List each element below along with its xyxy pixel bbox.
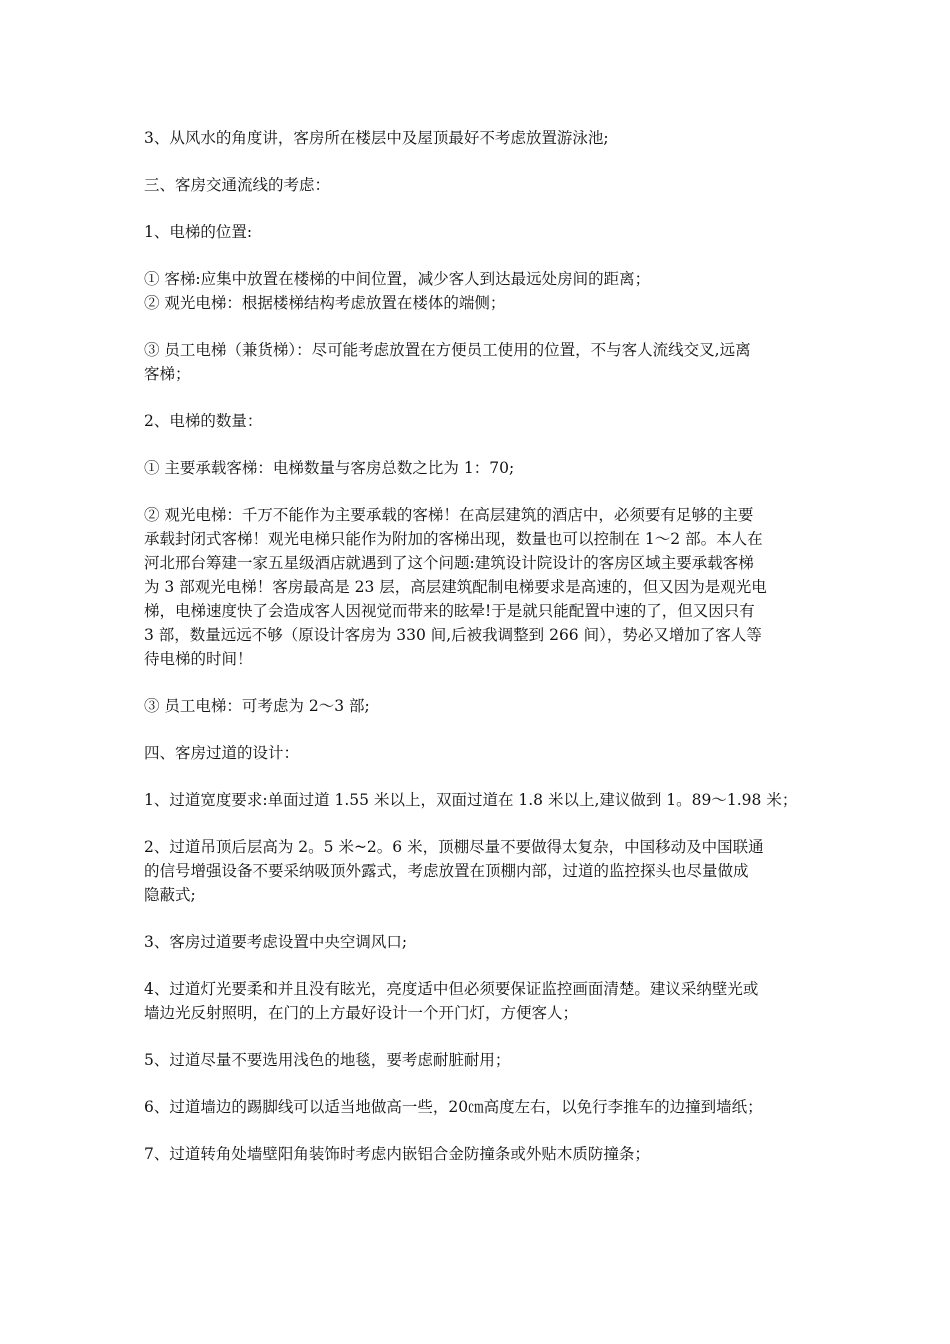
paragraph [144, 503, 809, 671]
text-line: ① 客梯:应集中放置在楼梯的中间位置，减少客人到达最远处房间的距离； [144, 270, 651, 288]
paragraph [144, 977, 809, 1025]
text-line: ③ 员工电梯（兼货梯）：尽可能考虑放置在方便员工使用的位置，不与客人流线交叉,远离 [144, 341, 751, 359]
paragraph [144, 220, 809, 244]
paragraph [144, 409, 809, 433]
text-line: 3、客房过道要考虑设置中央空调风口; [144, 933, 408, 951]
text-line: 1、过道宽度要求:单面过道 1.55 米以上，双面过道在 1.8 米以上,建议做到 1。89～1.98 米； [144, 791, 798, 809]
text-line: 隐蔽式; [144, 886, 196, 904]
text-line: 河北邢台筹建一家五星级酒店就遇到了这个问题:建筑设计院设计的客房区域主要承载客梯 [144, 554, 754, 572]
text-line: 的信号增强设备不要采纳吸顶外露式，考虑放置在顶棚内部，过道的监控探头也尽量做成 [144, 862, 749, 880]
text-line: 梯，电梯速度快了会造成客人因视觉而带来的眩晕!于是就只能配置中速的了，但又因只有 [144, 602, 755, 620]
paragraph [144, 456, 809, 480]
text-line: 待电梯的时间！ [144, 650, 253, 668]
paragraph [144, 1048, 809, 1072]
paragraph [144, 741, 809, 765]
text-line: ① 主要承载客梯：电梯数量与客房总数之比为 1：70; [144, 459, 515, 477]
paragraph [144, 788, 809, 812]
text-line: 4、过道灯光要柔和并且没有眩光，亮度适中但必须要保证监控画面清楚。建议采纳壁光或 [144, 980, 759, 998]
text-line: 承载封闭式客梯！观光电梯只能作为附加的客梯出现，数量也可以控制在 1～2 部。本人在 [144, 530, 763, 548]
paragraph [144, 694, 809, 718]
text-line: 3、从风水的角度讲，客房所在楼层中及屋顶最好不考虑放置游泳池; [144, 129, 609, 147]
paragraph [144, 126, 809, 150]
text-line: ③ 员工电梯：可考虑为 2～3 部; [144, 697, 370, 715]
text-line: 三、客房交通流线的考虑： [144, 176, 331, 194]
paragraph [144, 267, 809, 315]
paragraph [144, 338, 809, 386]
text-line: ② 观光电梯：千万不能作为主要承载的客梯！在高层建筑的酒店中，必须要有足够的主要 [144, 506, 754, 524]
text-line: ② 观光电梯：根据楼梯结构考虑放置在楼体的端侧； [144, 294, 506, 312]
paragraph [144, 1095, 809, 1119]
paragraph [144, 835, 809, 907]
text-line: 7、过道转角处墙壁阳角装饰时考虑内嵌铝合金防撞条或外贴木质防撞条； [144, 1145, 650, 1163]
text-line: 2、电梯的数量： [144, 412, 263, 430]
text-line: 6、过道墙边的踢脚线可以适当地做高一些，20㎝高度左右，以免行李推车的边撞到墙纸； [144, 1098, 763, 1116]
text-line: 5、过道尽量不要选用浅色的地毯，要考虑耐脏耐用； [144, 1051, 511, 1069]
text-line: 1、电梯的位置: [144, 223, 253, 241]
paragraph [144, 930, 809, 954]
text-line: 墙边光反射照明，在门的上方最好设计一个开门灯，方便客人； [144, 1004, 579, 1022]
text-line: 3 部，数量远远不够（原设计客房为 330 间,后被我调整到 266 间），势必又增加了客人等 [144, 626, 762, 644]
text-line: 客梯； [144, 365, 191, 383]
paragraph [144, 173, 809, 197]
text-line: 为 3 部观光电梯！客房最高是 23 层，高层建筑配制电梯要求是高速的，但又因为是观光电 [144, 578, 767, 596]
paragraph [144, 1142, 809, 1166]
document-body [144, 126, 809, 1189]
text-line: 2、过道吊顶后层高为 2。5 米~2。6 米，顶棚尽量不要做得太复杂，中国移动及中国联通 [144, 838, 764, 856]
text-line: 四、客房过道的设计： [144, 744, 300, 762]
